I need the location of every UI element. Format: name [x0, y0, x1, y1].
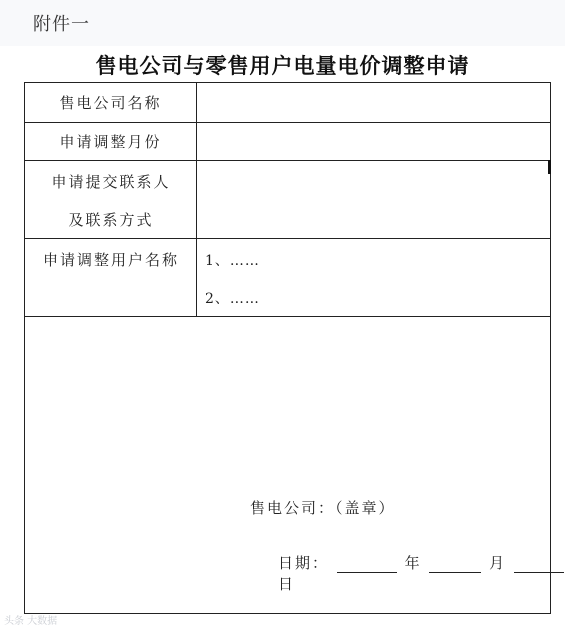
contact-value — [197, 161, 550, 238]
row-adjust-users — [25, 239, 550, 317]
company-seal-line: 售电公司：（盖章） — [250, 499, 396, 517]
watermark: 头条 大数据 — [4, 616, 58, 627]
contact-label-line2: 及联系方式 — [68, 211, 154, 229]
day-label: 日 — [278, 575, 296, 593]
user-item-2: 2、…… — [205, 291, 260, 307]
contact-label — [25, 161, 197, 238]
document-title: 售电公司与零售用户电量电价调整申请 — [95, 53, 470, 78]
year-label: 年 — [404, 554, 422, 572]
date-line — [278, 552, 565, 593]
date-label: 日期： — [278, 554, 330, 572]
attachment-label: 附件一 — [33, 14, 90, 35]
edge-marker — [548, 160, 551, 174]
adjust-users-value — [197, 239, 550, 316]
day-blank — [514, 556, 564, 573]
adjust-users-label-text: 申请调整用户名称 — [42, 251, 179, 269]
month-blank — [429, 556, 481, 573]
month-label: 月 — [489, 554, 507, 572]
adjust-users-label — [25, 239, 197, 316]
row-company-name — [25, 83, 550, 123]
year-blank — [337, 556, 397, 573]
adjust-month-label: 申请调整月份 — [25, 123, 197, 160]
company-name-value — [197, 83, 550, 122]
attachment-header — [0, 0, 565, 46]
contact-label-line1: 申请提交联系人 — [51, 173, 171, 191]
row-adjust-month — [25, 123, 550, 161]
application-form-table — [24, 82, 551, 614]
adjust-month-value — [197, 123, 550, 160]
company-name-label: 售电公司名称 — [25, 83, 197, 122]
user-item-1: 1、…… — [205, 253, 260, 269]
row-contact — [25, 161, 550, 239]
